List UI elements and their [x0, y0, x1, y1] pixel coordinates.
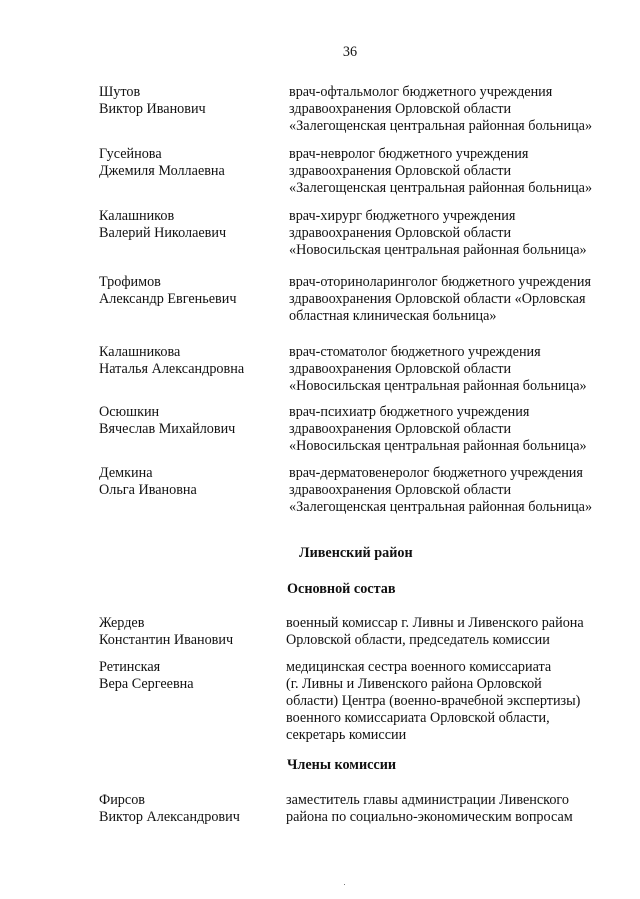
person-name: Ретинская Вера Сергеевна — [99, 659, 194, 692]
person-position: врач-хирург бюджетного учреждения здравоохранения Орловской области «Новосильская центральная районная больница» — [289, 208, 587, 258]
person-name: Жердев Константин Иванович — [99, 615, 234, 648]
section-heading-members: Члены комиссии — [287, 757, 397, 773]
person-name: Демкина Ольга Ивановна — [99, 465, 197, 498]
person-name: Осюшкин Вячеслав Михайлович — [99, 404, 236, 437]
person-name: Гусейнова Джемиля Моллаевна — [99, 146, 225, 179]
person-position: военный комиссар г. Ливны и Ливенского района Орловской области, председатель комиссии — [286, 615, 584, 648]
person-position: врач-офтальмолог бюджетного учреждения здравоохранения Орловской области «Залегощенская центральная районная больница» — [289, 84, 593, 134]
person-position: врач-дерматовенеролог бюджетного учреждения здравоохранения Орловской области «Залегощенская центральная районная больница» — [289, 465, 593, 515]
scan-speck — [344, 884, 345, 885]
district-heading: Ливенский район — [299, 545, 413, 561]
person-position: врач-оториноларинголог бюджетного учреждения здравоохранения Орловской области «Орловская областная клиническая больница» — [289, 274, 592, 324]
person-position: врач-психиатр бюджетного учреждения здравоохранения Орловской области «Новосильская центральная районная больница» — [289, 404, 587, 454]
person-position: врач-невролог бюджетного учреждения здравоохранения Орловской области «Залегощенская центральная районная больница» — [289, 146, 593, 196]
person-position: заместитель главы администрации Ливенского района по социально-экономическим вопросам — [286, 792, 573, 825]
person-name: Калашников Валерий Николаевич — [99, 208, 227, 241]
person-name: Фирсов Виктор Александрович — [99, 792, 240, 825]
person-position: врач-стоматолог бюджетного учреждения здравоохранения Орловской области «Новосильская центральная районная больница» — [289, 344, 587, 394]
person-name: Шутов Виктор Иванович — [99, 84, 206, 117]
person-name: Трофимов Александр Евгеньевич — [99, 274, 237, 307]
person-name: Калашникова Наталья Александровна — [99, 344, 245, 377]
person-position: медицинская сестра военного комиссариата (г. Ливны и Ливенского района Орловской области) Центра (военно-врачебной экспертизы) военного комиссариата Орловской области, секретарь комиссии — [286, 659, 581, 743]
page-number: 36 — [342, 44, 358, 60]
section-heading-main: Основной состав — [287, 581, 396, 597]
